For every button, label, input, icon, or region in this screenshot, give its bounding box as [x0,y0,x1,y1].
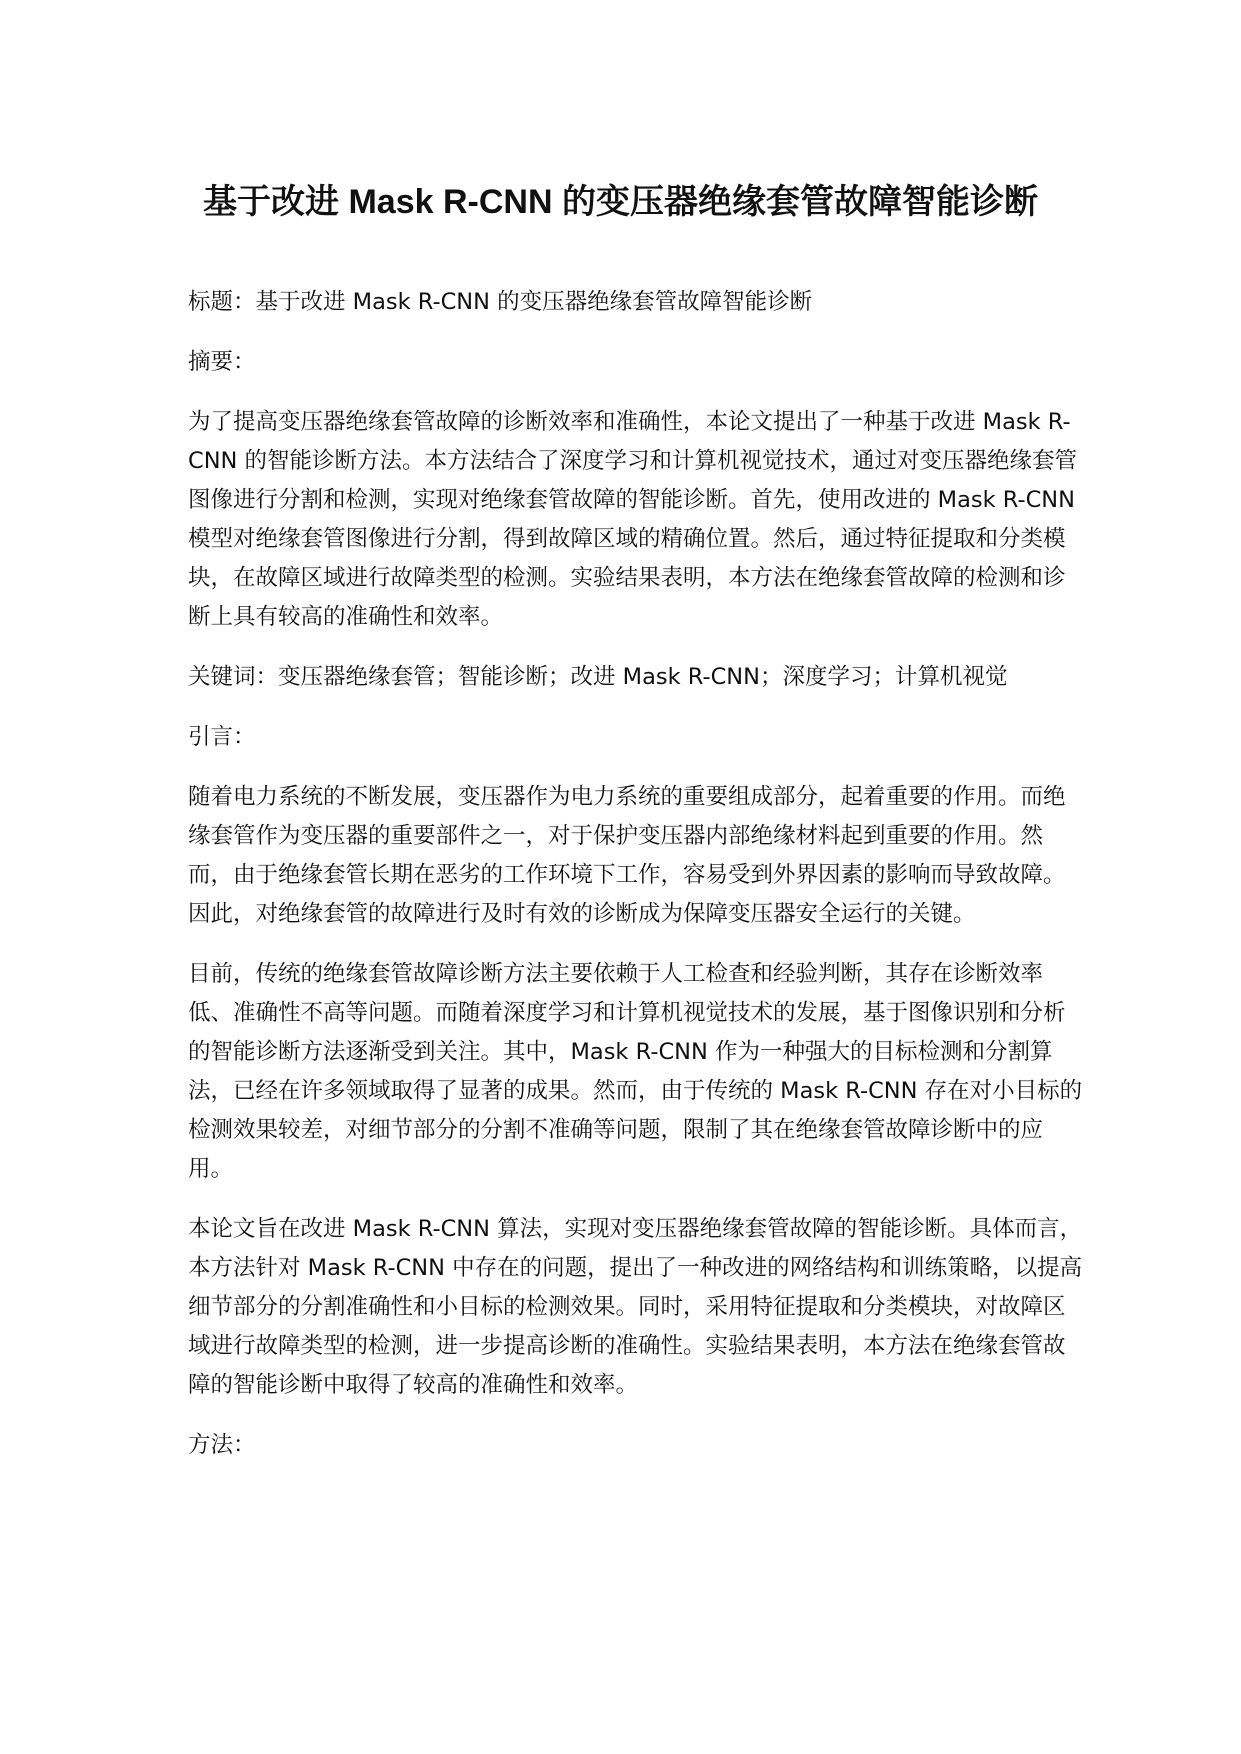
introduction-paragraph: 随着电力系统的不断发展，变压器作为电力系统的重要组成部分，起着重要的作用。而绝缘套管作为变压器的重要部件之一，对于保护变压器内部绝缘材料起到重要的作用。然而，由于绝缘套管长期在恶劣的工作环境下工作，容易受到外界因素的影响而导致故障。因此，对绝缘套管的故障进行及时有效的诊断成为保障变压器安全运行的关键。 [188,784,1066,927]
abstract-paragraph: 为了提高变压器绝缘套管故障的诊断效率和准确性，本论文提出了一种基于改进 Mask R-CNN 的智能诊断方法。本方法结合了深度学习和计算机视觉技术，通过对变压器绝缘套管图像进行分割和检测，实现对绝缘套管故障的智能诊断。首先，使用改进的 Mask R-CNN 模型对绝缘套管图像进行分割，得到故障区域的精确位置。然后，通过特征提取和分类模块，在故障区域进行故障类型的检测。实验结果表明，本方法在绝缘套管故障的检测和诊断上具有较高的准确性和效率。 [188,409,1078,630]
keywords-line: 关键词：变压器绝缘套管；智能诊断；改进 Mask R-CNN；深度学习；计算机视觉 [188,664,1008,690]
methods-heading: 方法： [188,1432,256,1458]
document-body [188,283,1083,1486]
document-title: 基于改进 Mask R-CNN 的变压器绝缘套管故障智能诊断 [203,183,1038,221]
introduction-paragraph: 本论文旨在改进 Mask R-CNN 算法，实现对变压器绝缘套管故障的智能诊断。具体而言，本方法针对 Mask R-CNN 中存在的问题，提出了一种改进的网络结构和训练策略，以提高细节部分的分割准确性和小目标的检测效果。同时，采用特征提取和分类模块，对故障区域进行故障类型的检测，进一步提高诊断的准确性。实验结果表明，本方法在绝缘套管故障的智能诊断中取得了较高的准确性和效率。 [188,1216,1083,1398]
abstract-heading: 摘要： [188,349,256,375]
title-line: 标题：基于改进 Mask R-CNN 的变压器绝缘套管故障智能诊断 [188,289,813,315]
introduction-heading: 引言： [188,724,256,750]
introduction-paragraph: 目前，传统的绝缘套管故障诊断方法主要依赖于人工检查和经验判断，其存在诊断效率低、准确性不高等问题。而随着深度学习和计算机视觉技术的发展，基于图像识别和分析的智能诊断方法逐渐受到关注。其中，Mask R-CNN 作为一种强大的目标检测和分割算法，已经在许多领域取得了显著的成果。然而，由于传统的 Mask R-CNN 存在对小目标的检测效果较差，对细节部分的分割不准确等问题，限制了其在绝缘套管故障诊断中的应用。 [188,961,1083,1182]
